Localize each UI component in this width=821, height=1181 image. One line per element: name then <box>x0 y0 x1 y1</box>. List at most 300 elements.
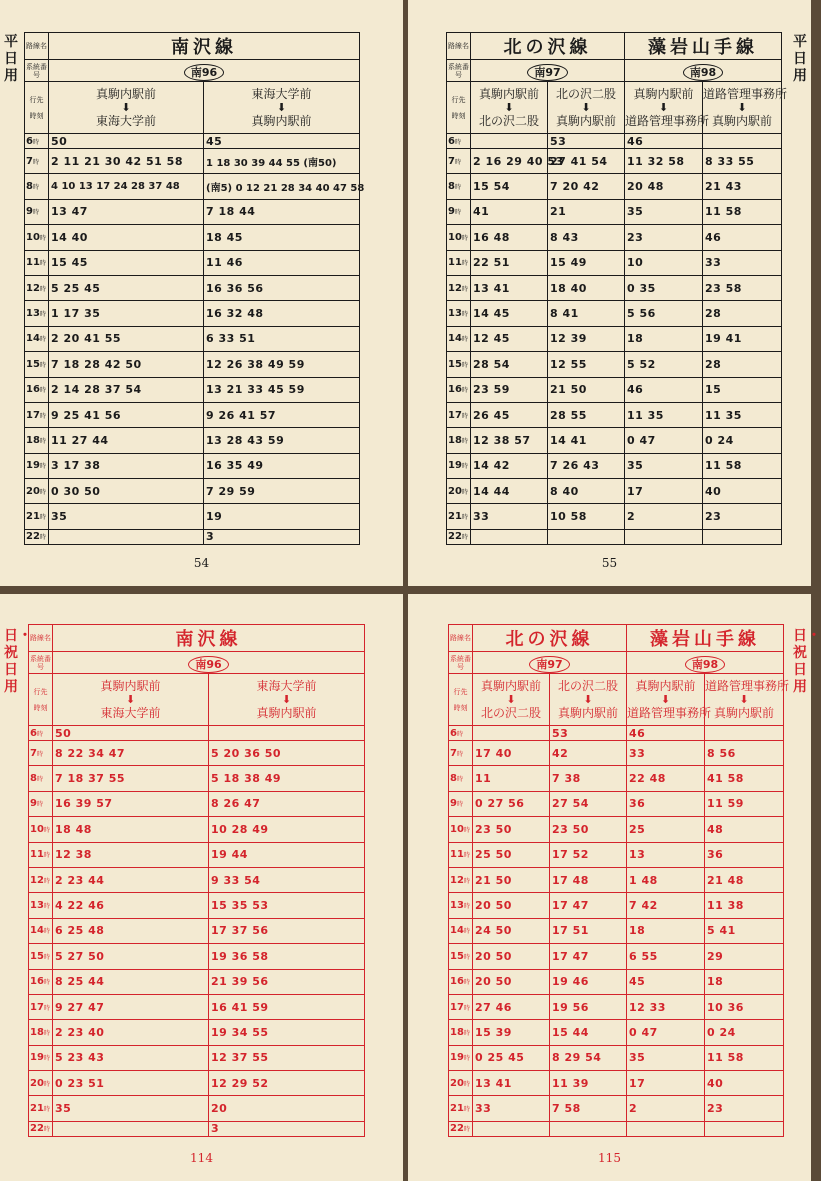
page-114 <box>0 594 403 1181</box>
departure-minutes: 28 <box>703 352 782 377</box>
hour-cell: 8時 <box>447 174 471 199</box>
departure-minutes: 23 <box>705 1096 784 1121</box>
departure-minutes: 8 25 44 <box>53 969 209 994</box>
departure-minutes: 17 47 <box>550 893 627 918</box>
hour-row <box>449 1045 784 1070</box>
direction-header <box>625 82 710 134</box>
down-arrow-icon: ⬇ <box>121 101 131 114</box>
departure-minutes: 8 40 <box>548 479 625 504</box>
hour-cell: 6時 <box>25 134 49 149</box>
departure-minutes: 2 <box>625 504 703 529</box>
departure-minutes: 19 34 55 <box>209 1020 365 1045</box>
departure-minutes: 11 58 <box>703 199 782 224</box>
departure-minutes: 9 33 54 <box>209 867 365 892</box>
hour-cell: 7時 <box>447 149 471 174</box>
departure-minutes <box>49 529 204 544</box>
departure-minutes: 12 37 55 <box>209 1045 365 1070</box>
from-stop: 東海大学前 <box>256 679 317 693</box>
hour-row <box>447 134 782 149</box>
departure-minutes: 10 28 49 <box>209 817 365 842</box>
departure-minutes: 17 51 <box>550 918 627 943</box>
hour-cell: 17時 <box>449 994 473 1019</box>
departure-minutes: 8 22 34 47 <box>53 741 209 766</box>
departure-minutes: 7 42 <box>627 893 705 918</box>
direction-header <box>209 674 365 726</box>
departure-minutes: 18 40 <box>548 275 625 300</box>
departure-minutes: 15 <box>703 377 782 402</box>
hour-cell: 19時 <box>447 453 471 478</box>
departure-minutes: 14 41 <box>548 428 625 453</box>
hour-cell: 13時 <box>449 893 473 918</box>
departure-minutes: 18 <box>705 969 784 994</box>
hour-row <box>25 174 360 199</box>
hour-cell: 15時 <box>29 944 53 969</box>
hour-cell: 22時 <box>449 1121 473 1136</box>
departure-minutes: 42 <box>550 741 627 766</box>
departure-minutes: 5 41 <box>705 918 784 943</box>
hour-row <box>447 225 782 250</box>
hour-cell: 22時 <box>29 1121 53 1136</box>
hour-row <box>447 275 782 300</box>
route-name-label: 路線名 <box>29 625 53 652</box>
hour-row <box>449 969 784 994</box>
departure-minutes: 50 <box>49 134 204 149</box>
hour-row <box>25 301 360 326</box>
route-badge-right: 南98 <box>625 60 782 82</box>
departure-minutes: 0 25 45 <box>473 1045 550 1070</box>
direction-header <box>550 674 627 726</box>
departure-minutes: 9 25 41 56 <box>49 402 204 427</box>
hour-cell: 20時 <box>449 1071 473 1096</box>
departure-minutes: 3 17 38 <box>49 453 204 478</box>
hour-row <box>447 149 782 174</box>
departure-minutes: 13 47 <box>49 199 204 224</box>
hour-row <box>29 918 365 943</box>
hour-row <box>29 817 365 842</box>
departure-minutes: 10 36 <box>705 994 784 1019</box>
to-stop: 道路管理事務所 <box>625 114 710 128</box>
departure-minutes: 7 18 28 42 50 <box>49 352 204 377</box>
departure-minutes: 2 16 29 40 53 <box>471 149 548 174</box>
hour-cell: 19時 <box>29 1045 53 1070</box>
departure-minutes: 17 52 <box>550 842 627 867</box>
hour-cell: 20時 <box>29 1071 53 1096</box>
departure-minutes: 36 <box>705 842 784 867</box>
hour-row <box>449 1096 784 1121</box>
departure-minutes: 45 <box>627 969 705 994</box>
departure-minutes: 1 17 35 <box>49 301 204 326</box>
departure-minutes: 12 39 <box>548 326 625 351</box>
departure-minutes <box>548 529 625 544</box>
hour-row <box>449 893 784 918</box>
from-stop: 道路管理事務所 <box>703 87 788 101</box>
hour-row <box>447 199 782 224</box>
hour-row <box>449 842 784 867</box>
departure-minutes: 17 40 <box>473 741 550 766</box>
from-stop: 真駒内駅前 <box>633 87 694 101</box>
hour-cell: 20時 <box>25 479 49 504</box>
departure-minutes: 11 35 <box>625 402 703 427</box>
departure-minutes: 12 33 <box>627 994 705 1019</box>
page-115 <box>408 594 821 1181</box>
departure-minutes: 12 29 52 <box>209 1071 365 1096</box>
page-54 <box>0 0 403 586</box>
departure-minutes: 5 23 43 <box>53 1045 209 1070</box>
hour-row <box>29 1071 365 1096</box>
departure-minutes: 14 40 <box>49 225 204 250</box>
hour-row <box>29 726 365 741</box>
departure-minutes: 0 35 <box>625 275 703 300</box>
departure-minutes: 26 45 <box>471 402 548 427</box>
departure-minutes: 11 27 44 <box>49 428 204 453</box>
departure-minutes: 0 47 <box>625 428 703 453</box>
departure-minutes: 11 38 <box>705 893 784 918</box>
hour-cell: 9時 <box>447 199 471 224</box>
departure-minutes: 7 18 37 55 <box>53 766 209 791</box>
departure-minutes: 11 58 <box>703 453 782 478</box>
hour-cell: 21時 <box>25 504 49 529</box>
hour-row <box>447 250 782 275</box>
departure-minutes: 18 <box>627 918 705 943</box>
departure-minutes: 14 45 <box>471 301 548 326</box>
to-stop: 東海大学前 <box>100 706 161 720</box>
departure-minutes: 15 54 <box>471 174 548 199</box>
down-arrow-icon: ⬇ <box>125 693 136 706</box>
departure-minutes: 13 41 <box>471 275 548 300</box>
departure-minutes: 16 39 57 <box>53 791 209 816</box>
route-title-right: 藻岩山手線 <box>627 625 784 652</box>
to-stop: 真駒内駅前 <box>557 706 618 720</box>
page-number: 115 <box>598 1151 621 1165</box>
departure-minutes: 21 50 <box>473 867 550 892</box>
dest-time-label: 行先 時刻 <box>449 674 473 726</box>
departure-minutes: 13 21 33 45 59 <box>204 377 360 402</box>
timetable-kitanosawa-moiwa-holiday <box>448 624 790 1137</box>
departure-minutes <box>473 1121 550 1136</box>
hour-cell: 11時 <box>25 250 49 275</box>
hour-cell: 7時 <box>29 741 53 766</box>
departure-minutes: 35 <box>627 1045 705 1070</box>
departure-minutes: 28 <box>703 301 782 326</box>
hour-cell: 12時 <box>447 275 471 300</box>
departure-minutes: 15 39 <box>473 1020 550 1045</box>
direction-header <box>703 82 788 134</box>
hour-cell: 12時 <box>25 275 49 300</box>
departure-minutes: 27 54 <box>550 791 627 816</box>
departure-minutes: 5 18 38 49 <box>209 766 365 791</box>
departure-minutes <box>625 529 703 544</box>
departure-minutes: 18 <box>625 326 703 351</box>
hour-row <box>447 402 782 427</box>
hour-cell: 18時 <box>25 428 49 453</box>
departure-minutes: 7 20 42 <box>548 174 625 199</box>
hour-row <box>29 1121 365 1136</box>
system-number-label: 系統番号 <box>29 652 53 674</box>
departure-minutes <box>53 1121 209 1136</box>
departure-minutes: 28 54 <box>471 352 548 377</box>
hour-row <box>29 969 365 994</box>
departure-minutes: 33 <box>473 1096 550 1121</box>
hour-row <box>447 326 782 351</box>
hour-row <box>29 1020 365 1045</box>
hour-row <box>29 1096 365 1121</box>
hour-cell: 15時 <box>449 944 473 969</box>
from-stop: 真駒内駅前 <box>480 679 541 693</box>
hour-row <box>449 944 784 969</box>
page-55 <box>408 0 811 586</box>
departure-minutes: 27 46 <box>473 994 550 1019</box>
system-number-label: 系統番号 <box>447 60 471 82</box>
departure-minutes: 27 41 54 <box>548 149 625 174</box>
departure-minutes: 10 58 <box>548 504 625 529</box>
departure-minutes: 33 <box>471 504 548 529</box>
timetable-nanzawa-weekday <box>24 32 365 545</box>
departure-minutes: 2 20 41 55 <box>49 326 204 351</box>
hour-row <box>25 529 360 544</box>
departure-minutes: 35 <box>625 199 703 224</box>
departure-minutes: 45 <box>204 134 360 149</box>
from-stop: 北の沢二股 <box>557 679 618 693</box>
departure-minutes: 2 23 44 <box>53 867 209 892</box>
from-stop: 東海大学前 <box>251 87 312 101</box>
departure-minutes: 36 <box>627 791 705 816</box>
hour-row <box>29 1045 365 1070</box>
departure-minutes: 11 <box>473 766 550 791</box>
hour-cell: 10時 <box>449 817 473 842</box>
down-arrow-icon: ⬇ <box>506 693 516 706</box>
departure-minutes: 14 44 <box>471 479 548 504</box>
departure-minutes: 53 <box>550 726 627 741</box>
departure-minutes: 8 26 47 <box>209 791 365 816</box>
hour-row <box>449 766 784 791</box>
to-stop: 北の沢二股 <box>478 114 539 128</box>
departure-minutes: 5 52 <box>625 352 703 377</box>
to-stop: 真駒内駅前 <box>251 114 312 128</box>
departure-minutes: 12 45 <box>471 326 548 351</box>
hour-cell: 14時 <box>449 918 473 943</box>
hour-cell: 9時 <box>29 791 53 816</box>
departure-minutes: 50 <box>53 726 209 741</box>
hour-cell: 8時 <box>29 766 53 791</box>
departure-minutes: 9 26 41 57 <box>204 402 360 427</box>
hour-cell: 6時 <box>29 726 53 741</box>
system-number-label: 系統番号 <box>25 60 49 82</box>
hour-row <box>449 791 784 816</box>
hour-cell: 17時 <box>29 994 53 1019</box>
departure-minutes: 8 29 54 <box>550 1045 627 1070</box>
hour-cell: 21時 <box>29 1096 53 1121</box>
departure-minutes <box>471 134 548 149</box>
hour-cell: 8時 <box>25 174 49 199</box>
departure-minutes: 18 48 <box>53 817 209 842</box>
departure-minutes: 15 35 53 <box>209 893 365 918</box>
hour-cell: 16時 <box>29 969 53 994</box>
route-badge: 南96 <box>53 652 365 674</box>
hour-cell: 13時 <box>447 301 471 326</box>
departure-minutes: 53 <box>548 134 625 149</box>
departure-minutes: 23 <box>703 504 782 529</box>
hour-row <box>25 250 360 275</box>
departure-minutes: 15 49 <box>548 250 625 275</box>
hour-cell: 15時 <box>447 352 471 377</box>
down-arrow-icon: ⬇ <box>660 693 671 706</box>
hour-cell: 6時 <box>447 134 471 149</box>
departure-minutes: 6 33 51 <box>204 326 360 351</box>
departure-minutes: (南5) 0 12 21 28 34 40 47 58 <box>204 174 360 199</box>
departure-minutes: 6 25 48 <box>53 918 209 943</box>
hour-row <box>25 326 360 351</box>
hour-cell: 19時 <box>449 1045 473 1070</box>
departure-minutes <box>627 1121 705 1136</box>
departure-minutes: 2 23 40 <box>53 1020 209 1045</box>
direction-header <box>627 674 712 726</box>
departure-minutes: 35 <box>625 453 703 478</box>
departure-minutes: 16 48 <box>471 225 548 250</box>
departure-minutes: 8 56 <box>705 741 784 766</box>
departure-minutes: 29 <box>705 944 784 969</box>
departure-minutes: 0 47 <box>627 1020 705 1045</box>
direction-header <box>204 82 360 134</box>
hour-row <box>29 791 365 816</box>
departure-minutes: 23 <box>625 225 703 250</box>
departure-minutes: 35 <box>49 504 204 529</box>
departure-minutes: 18 45 <box>204 225 360 250</box>
route-badge: 南96 <box>49 60 360 82</box>
departure-minutes: 17 <box>627 1071 705 1096</box>
departure-minutes: 14 42 <box>471 453 548 478</box>
departure-minutes: 11 58 <box>705 1045 784 1070</box>
hour-row <box>29 867 365 892</box>
departure-minutes: 3 <box>209 1121 365 1136</box>
departure-minutes: 33 <box>627 741 705 766</box>
side-label: 平日用 <box>4 34 18 84</box>
hour-cell: 18時 <box>449 1020 473 1045</box>
departure-minutes: 20 50 <box>473 893 550 918</box>
hour-row <box>29 944 365 969</box>
departure-minutes: 8 33 55 <box>703 149 782 174</box>
departure-minutes: 48 <box>705 817 784 842</box>
hour-row <box>447 428 782 453</box>
hour-cell: 6時 <box>449 726 473 741</box>
hour-cell: 10時 <box>447 225 471 250</box>
dest-time-label: 行先 時刻 <box>447 82 471 134</box>
hour-row <box>447 529 782 544</box>
departure-minutes <box>703 529 782 544</box>
hour-cell: 10時 <box>25 225 49 250</box>
hour-row <box>25 149 360 174</box>
departure-minutes: 21 43 <box>703 174 782 199</box>
departure-minutes: 20 50 <box>473 969 550 994</box>
departure-minutes: 21 48 <box>705 867 784 892</box>
departure-minutes: 17 47 <box>550 944 627 969</box>
departure-minutes: 0 27 56 <box>473 791 550 816</box>
hour-cell: 16時 <box>449 969 473 994</box>
hour-cell: 17時 <box>25 402 49 427</box>
departure-minutes: 5 27 50 <box>53 944 209 969</box>
route-badge-left: 南97 <box>473 652 627 674</box>
departure-minutes: 13 28 43 59 <box>204 428 360 453</box>
hour-cell: 19時 <box>25 453 49 478</box>
hour-cell: 9時 <box>25 199 49 224</box>
hour-row <box>25 453 360 478</box>
hour-cell: 12時 <box>29 867 53 892</box>
route-name-label: 路線名 <box>25 33 49 60</box>
hour-cell: 22時 <box>447 529 471 544</box>
down-arrow-icon: ⬇ <box>281 693 292 706</box>
down-arrow-icon: ⬇ <box>658 101 669 114</box>
hour-cell: 18時 <box>29 1020 53 1045</box>
departure-minutes: 4 10 13 17 24 28 37 48 <box>49 174 204 199</box>
hour-row <box>447 352 782 377</box>
departure-minutes: 17 48 <box>550 867 627 892</box>
to-stop: 真駒内駅前 <box>713 706 774 720</box>
route-title-left: 北の沢線 <box>473 625 627 652</box>
departure-minutes: 19 <box>204 504 360 529</box>
departure-minutes: 8 43 <box>548 225 625 250</box>
hour-cell: 13時 <box>25 301 49 326</box>
page-number: 114 <box>190 1151 213 1165</box>
to-stop: 道路管理事務所 <box>627 706 712 720</box>
departure-minutes: 23 50 <box>473 817 550 842</box>
departure-minutes: 40 <box>703 479 782 504</box>
route-name-label: 路線名 <box>447 33 471 60</box>
departure-minutes: 11 59 <box>705 791 784 816</box>
departure-minutes: 11 46 <box>204 250 360 275</box>
from-stop: 真駒内駅前 <box>95 87 156 101</box>
departure-minutes: 28 55 <box>548 402 625 427</box>
hour-cell: 14時 <box>25 326 49 351</box>
departure-minutes: 19 56 <box>550 994 627 1019</box>
hour-row <box>25 402 360 427</box>
direction-header <box>49 82 204 134</box>
departure-minutes: 40 <box>705 1071 784 1096</box>
hour-cell: 21時 <box>447 504 471 529</box>
departure-minutes: 16 35 49 <box>204 453 360 478</box>
departure-minutes: 10 <box>625 250 703 275</box>
hour-row <box>447 504 782 529</box>
departure-minutes: 19 44 <box>209 842 365 867</box>
departure-minutes: 22 48 <box>627 766 705 791</box>
departure-minutes: 41 <box>471 199 548 224</box>
departure-minutes: 13 41 <box>473 1071 550 1096</box>
dest-time-label: 行先 時刻 <box>29 674 53 726</box>
hour-row <box>447 301 782 326</box>
departure-minutes: 9 27 47 <box>53 994 209 1019</box>
from-stop: 真駒内駅前 <box>478 87 539 101</box>
departure-minutes: 12 38 57 <box>471 428 548 453</box>
departure-minutes: 46 <box>627 726 705 741</box>
departure-minutes: 11 35 <box>703 402 782 427</box>
timetable-nanzawa-holiday <box>28 624 365 1137</box>
to-stop: 真駒内駅前 <box>256 706 317 720</box>
hour-row <box>29 766 365 791</box>
departure-minutes: 16 36 56 <box>204 275 360 300</box>
hour-cell: 8時 <box>449 766 473 791</box>
departure-minutes: 3 <box>204 529 360 544</box>
departure-minutes: 23 50 <box>550 817 627 842</box>
hour-row <box>29 994 365 1019</box>
departure-minutes: 2 <box>627 1096 705 1121</box>
hour-row <box>449 1121 784 1136</box>
departure-minutes <box>705 1121 784 1136</box>
departure-minutes <box>550 1121 627 1136</box>
departure-minutes: 11 32 58 <box>625 149 703 174</box>
hour-cell: 12時 <box>449 867 473 892</box>
departure-minutes: 5 25 45 <box>49 275 204 300</box>
departure-minutes: 0 30 50 <box>49 479 204 504</box>
direction-header <box>53 674 209 726</box>
hour-cell: 21時 <box>449 1096 473 1121</box>
